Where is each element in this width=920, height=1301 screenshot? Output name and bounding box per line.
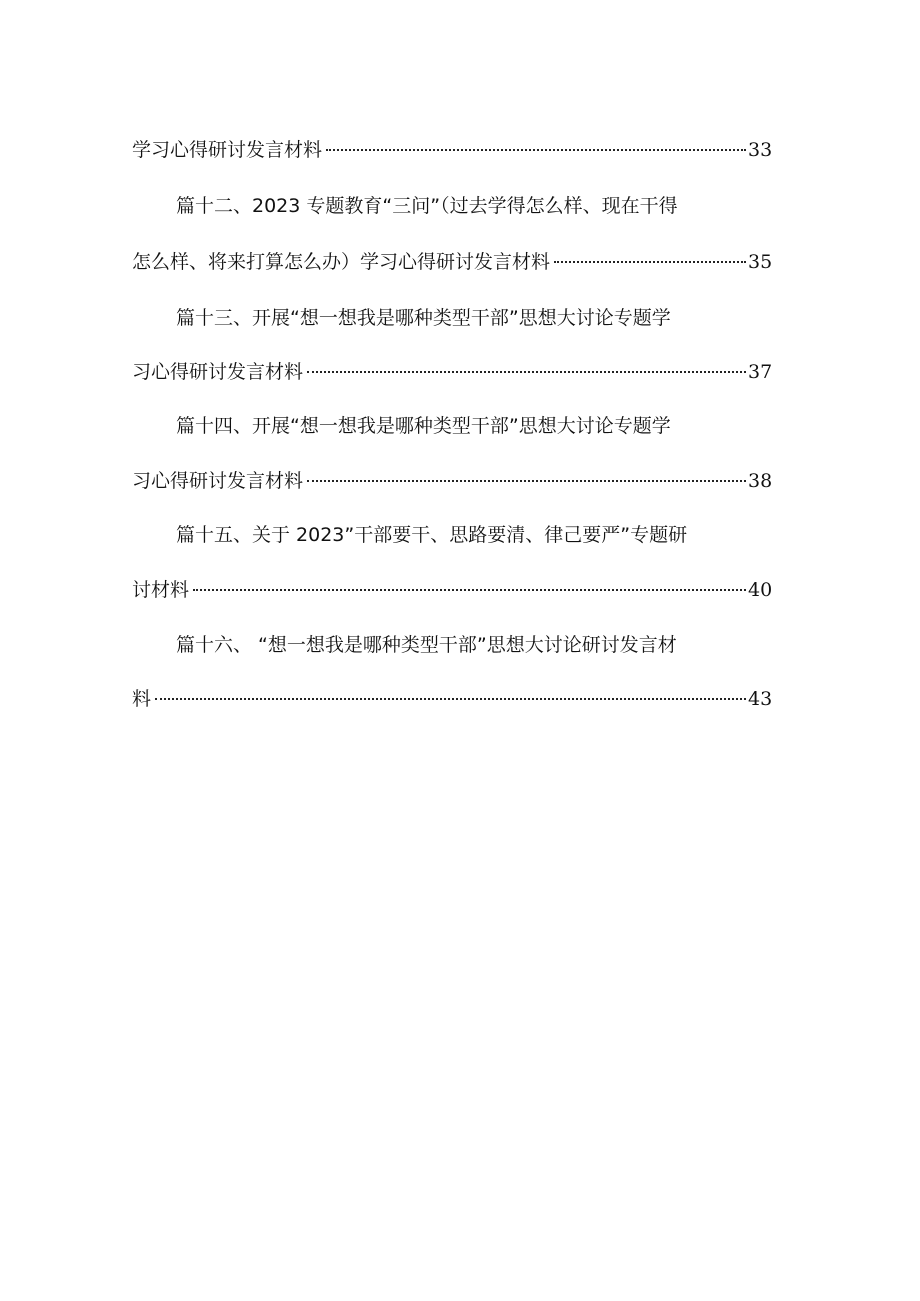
- toc-entry-text: 学习心得研讨发言材料: [132, 139, 323, 161]
- toc-page-number: 33: [748, 139, 773, 161]
- toc-entry-15[interactable]: [0, 570, 920, 610]
- toc-page-number: 38: [748, 470, 773, 492]
- toc-leader-dots: [155, 698, 746, 700]
- toc-entry-13[interactable]: [0, 352, 920, 392]
- toc-entry-text: 讨材料: [132, 579, 190, 601]
- toc-entry-13-title[interactable]: 篇十三、开展“想一想我是哪种类型干部”思想大讨论专题学: [176, 307, 671, 329]
- toc-leader-dots: [554, 261, 746, 263]
- toc-entry-15-title[interactable]: 篇十五、关于 2023”干部要干、思路要清、律己要严”专题研: [176, 524, 688, 546]
- toc-page-number: 37: [748, 361, 773, 383]
- toc-leader-dots: [326, 149, 746, 151]
- toc-entry-text: 怎么样、将来打算怎么办）学习心得研讨发言材料: [132, 251, 551, 273]
- toc-page-number: 40: [748, 579, 773, 601]
- toc-leader-dots: [193, 589, 746, 591]
- toc-entry-12[interactable]: [0, 242, 920, 282]
- toc-entry-text: 料: [132, 688, 152, 710]
- toc-entry-16[interactable]: [0, 679, 920, 719]
- toc-entry-16-title[interactable]: 篇十六、 “想一想我是哪种类型干部”思想大讨论研讨发言材: [176, 634, 677, 656]
- toc-entry-text: 习心得研讨发言材料: [132, 470, 304, 492]
- toc-entry-12-title[interactable]: 篇十二、2023 专题教育“三问”（过去学得怎么样、现在干得: [176, 195, 678, 217]
- toc-leader-dots: [307, 371, 746, 373]
- toc-page-number: 43: [748, 688, 773, 710]
- toc-page-number: 35: [748, 251, 773, 273]
- toc-leader-dots: [307, 480, 746, 482]
- toc-entry-text: 习心得研讨发言材料: [132, 361, 304, 383]
- toc-entry-14-title[interactable]: 篇十四、开展“想一想我是哪种类型干部”思想大讨论专题学: [176, 415, 671, 437]
- toc-entry-14[interactable]: [0, 461, 920, 501]
- toc-entry-prev[interactable]: [0, 130, 920, 170]
